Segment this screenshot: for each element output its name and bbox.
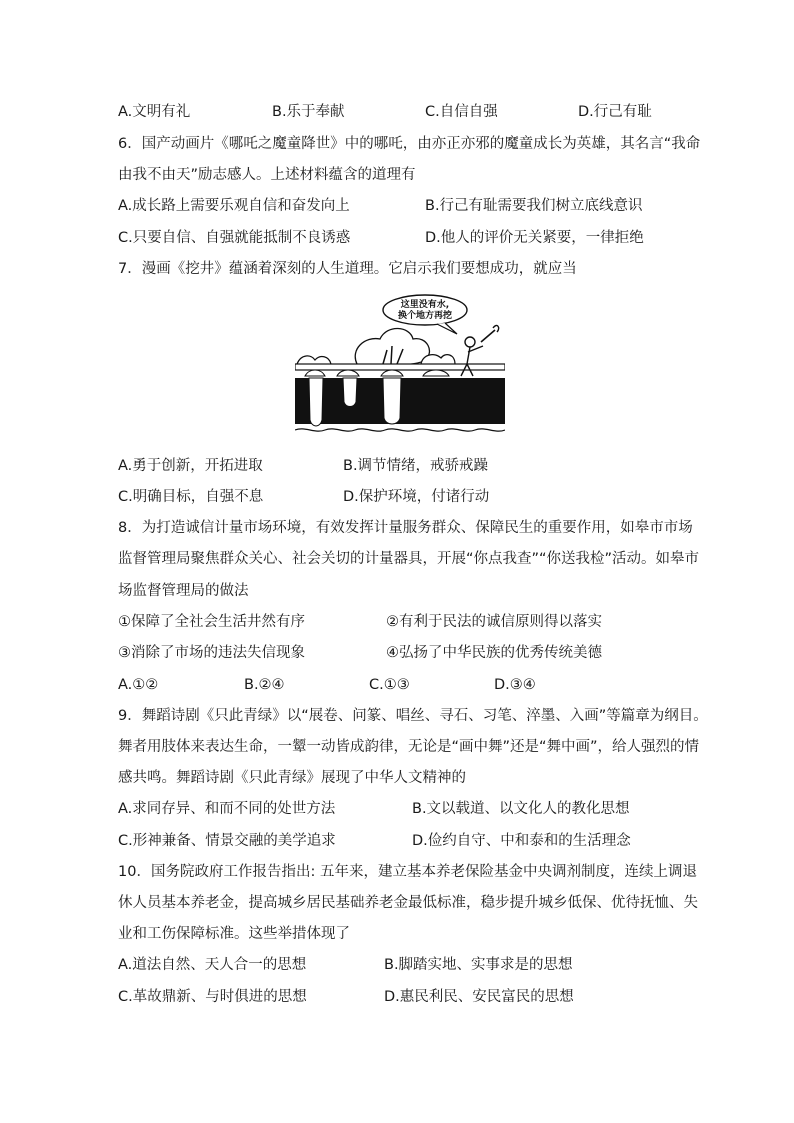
q10-stem-line1: 10．国务院政府工作报告指出: 五年来，建立基本养老保险基金中央调剂制度，连续上调退 bbox=[118, 864, 697, 880]
speech-bubble-tail bbox=[437, 323, 457, 334]
q9-option-a: A.求同存异、和而不同的处世方法 bbox=[118, 801, 336, 817]
q8-statement-1: ①保障了全社会生活井然有序 bbox=[118, 614, 305, 630]
q8-statement-3: ③消除了市场的违法失信现象 bbox=[118, 645, 305, 661]
q6-option-d: D.他人的评价无关紧要，一律拒绝 bbox=[425, 230, 644, 246]
q7-option-d: D.保护环境，付诸行动 bbox=[343, 489, 490, 505]
q8-stem-line1: 8．为打造诚信计量市场环境，有效发挥计量服务群众、保障民生的重要作用，如皋市市场 bbox=[118, 520, 693, 536]
q6-option-a: A.成长路上需要乐观自信和奋发向上 bbox=[118, 198, 350, 214]
q9-option-c: C.形神兼备、情景交融的美学追求 bbox=[118, 833, 336, 849]
hole-3 bbox=[383, 378, 401, 424]
q6-option-b: B.行己有耻需要我们树立底线意识 bbox=[425, 198, 643, 214]
q7-option-a: A.勇于创新，开拓进取 bbox=[118, 458, 263, 474]
q9-stem-line3: 感共鸣。舞蹈诗剧《只此青绿》展现了中华人文精神的 bbox=[118, 770, 466, 786]
right-bush bbox=[421, 355, 455, 364]
water-line bbox=[295, 429, 505, 431]
q10-option-c: C.革故鼎新、与时俱进的思想 bbox=[118, 989, 307, 1005]
q7-stem-line1: 7．漫画《挖井》蕴涵着深刻的人生道理。它启示我们要想成功，就应当 bbox=[118, 261, 577, 277]
left-bush bbox=[297, 356, 331, 364]
q8-stem-line3: 场监督管理局的做法 bbox=[118, 583, 249, 599]
q5-option-b: B.乐于奉献 bbox=[272, 104, 345, 120]
bubble-text-line2: 换个地方再挖 bbox=[397, 311, 453, 321]
q10-option-b: B.脚踏实地、实事求是的思想 bbox=[384, 957, 573, 973]
q6-stem-line2: 由我不由天”励志感人。上述材料蕴含的道理有 bbox=[118, 167, 416, 183]
q9-stem-line1: 9．舞蹈诗剧《只此青绿》以“展卷、问篆、唱丝、寻石、习笔、淬墨、入画”等篇章为纲目。 bbox=[118, 708, 708, 724]
q8-option-b: B.②④ bbox=[244, 677, 285, 693]
digging-well-cartoon bbox=[295, 294, 505, 440]
q8-stem-line2: 监督管理局聚焦群众关心、社会关切的计量器具，开展“你点我查”“你送我检”活动。如皋市 bbox=[118, 551, 700, 567]
q9-stem-line2: 舞者用肢体来表达生命，一颦一动皆成韵律，无论是“画中舞”还是“舞中画”，给人强烈的情 bbox=[118, 739, 700, 755]
q9-option-b: B.文以载道、以文化人的教化思想 bbox=[412, 801, 630, 817]
q5-option-d: D.行己有耻 bbox=[578, 104, 652, 120]
dirt-mounds bbox=[305, 370, 449, 376]
q8-option-c: C.①③ bbox=[369, 677, 410, 693]
q8-option-a: A.①② bbox=[118, 677, 159, 693]
q9-option-d: D.俭约自守、中和泰和的生活理念 bbox=[412, 833, 631, 849]
bubble-text-line1: 这里没有水, bbox=[400, 300, 450, 310]
q10-option-a: A.道法自然、天人合一的思想 bbox=[118, 957, 307, 973]
q7-option-b: B.调节情绪，戒骄戒躁 bbox=[343, 458, 489, 474]
q5-option-c: C.自信自强 bbox=[425, 104, 498, 120]
ground-surface bbox=[295, 364, 505, 370]
q10-stem-line3: 业和工伤保障标准。这些举措体现了 bbox=[118, 926, 350, 942]
q7-option-c: C.明确目标，自强不息 bbox=[118, 489, 264, 505]
q8-statement-4: ④弘扬了中华民族的优秀传统美德 bbox=[386, 645, 602, 661]
q10-option-d: D.惠民利民、安民富民的思想 bbox=[384, 989, 574, 1005]
q8-statement-2: ②有利于民法的诚信原则得以落实 bbox=[386, 614, 602, 630]
hole-1 bbox=[309, 378, 323, 426]
q8-option-d: D.③④ bbox=[494, 677, 536, 693]
q6-stem-line1: 6．国产动画片《哪吒之魔童降世》中的哪吒，由亦正亦邪的魔童成长为英雄，其名言“我命 bbox=[118, 136, 701, 152]
q5-option-a: A.文明有礼 bbox=[118, 104, 191, 120]
q6-option-c: C.只要自信、自强就能抵制不良诱惑 bbox=[118, 230, 351, 246]
hole-2 bbox=[343, 378, 357, 407]
q10-stem-line2: 休人员基本养老金，提高城乡居民基础养老金最低标准，稳步提升城乡低保、优待抚恤、失 bbox=[118, 895, 698, 911]
